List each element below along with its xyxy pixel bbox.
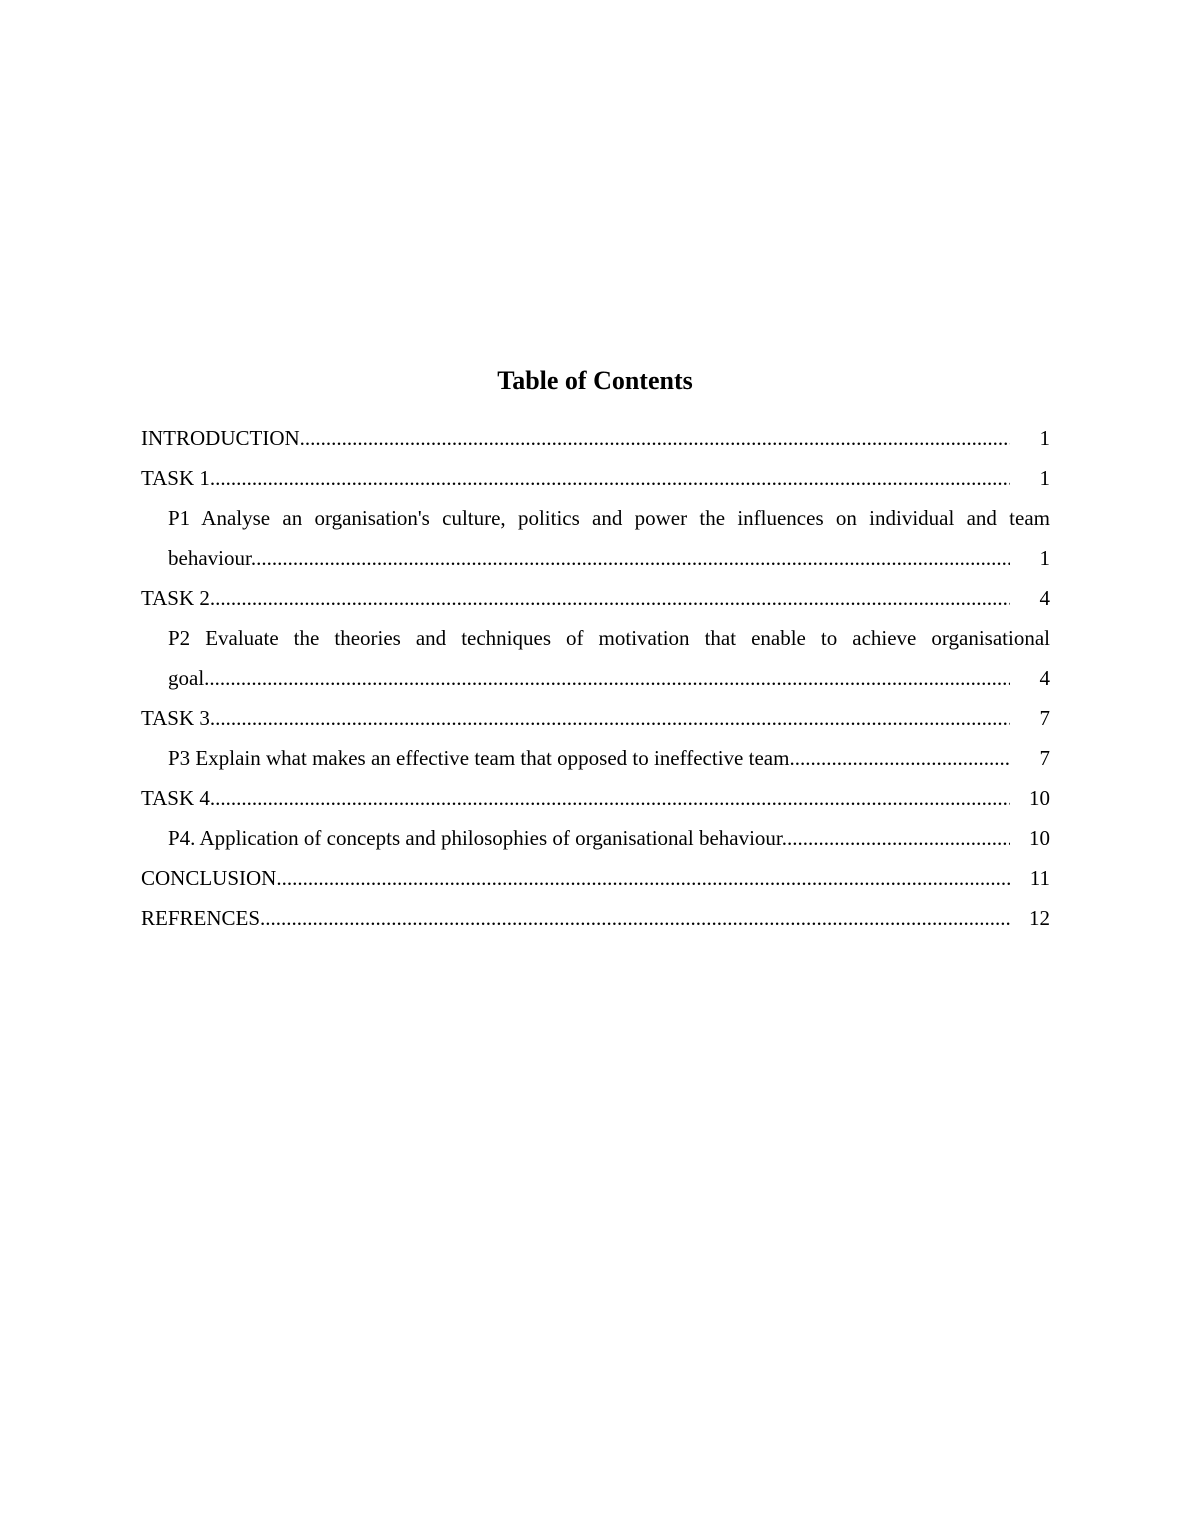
toc-title: Table of Contents — [497, 366, 693, 395]
toc-entry-p2-line1[interactable]: P2 Evaluate the theories and techniques of motivation that enable to achieve organisational — [168, 626, 1050, 650]
toc-entry-introduction[interactable] — [141, 418, 1050, 458]
toc-entry-label: TASK 1 ..... — [141, 458, 1010, 498]
toc-entry-page: 10 — [1029, 818, 1050, 858]
toc-entry-label: goal ..... — [168, 658, 1010, 698]
toc-entry-page: 1 — [1040, 418, 1051, 458]
toc-entry-page: 12 — [1029, 898, 1050, 938]
toc-entry-page: 10 — [1029, 778, 1050, 818]
toc-entry-label: P4. Application of concepts and philosophies of organisational behaviour ..... — [168, 818, 1010, 858]
toc-entry-page: 7 — [1040, 738, 1051, 778]
toc-entry-p4[interactable] — [168, 818, 1050, 858]
toc-entry-task-2[interactable] — [141, 578, 1050, 618]
toc-entry-page: 7 — [1040, 698, 1051, 738]
toc-entry-p1-line1[interactable]: P1 Analyse an organisation's culture, politics and power the influences on individual and team — [168, 506, 1050, 530]
toc-entry-label: TASK 4 ..... — [141, 778, 1010, 818]
toc-entry-page: 1 — [1040, 458, 1051, 498]
toc-entry-label: P3 Explain what makes an effective team that opposed to ineffective team ..... — [168, 738, 1010, 778]
toc-entry-label: TASK 2 ..... — [141, 578, 1010, 618]
toc-entry-label: REFRENCES ..... — [141, 898, 1010, 938]
toc-entry-p1[interactable] — [168, 538, 1050, 578]
toc-entry-task-3[interactable] — [141, 698, 1050, 738]
toc-entry-task-4[interactable] — [141, 778, 1050, 818]
toc-entry-p3[interactable] — [168, 738, 1050, 778]
toc-entry-label: INTRODUCTION ..... — [141, 418, 1010, 458]
toc-entry-label: behaviour ..... — [168, 538, 1010, 578]
toc-entry-references[interactable] — [141, 898, 1050, 938]
toc-entry-page: 1 — [1040, 538, 1051, 578]
toc-entry-conclusion[interactable] — [141, 858, 1050, 898]
toc-entry-page: 4 — [1040, 578, 1051, 618]
toc-entry-page: 4 — [1040, 658, 1051, 698]
toc-entry-p2[interactable] — [168, 658, 1050, 698]
table-of-contents — [141, 418, 1050, 938]
toc-entry-page: 11 — [1030, 858, 1050, 898]
toc-entry-task-1[interactable] — [141, 458, 1050, 498]
toc-entry-label: CONCLUSION ..... — [141, 858, 1010, 898]
toc-entry-label: TASK 3 ..... — [141, 698, 1010, 738]
